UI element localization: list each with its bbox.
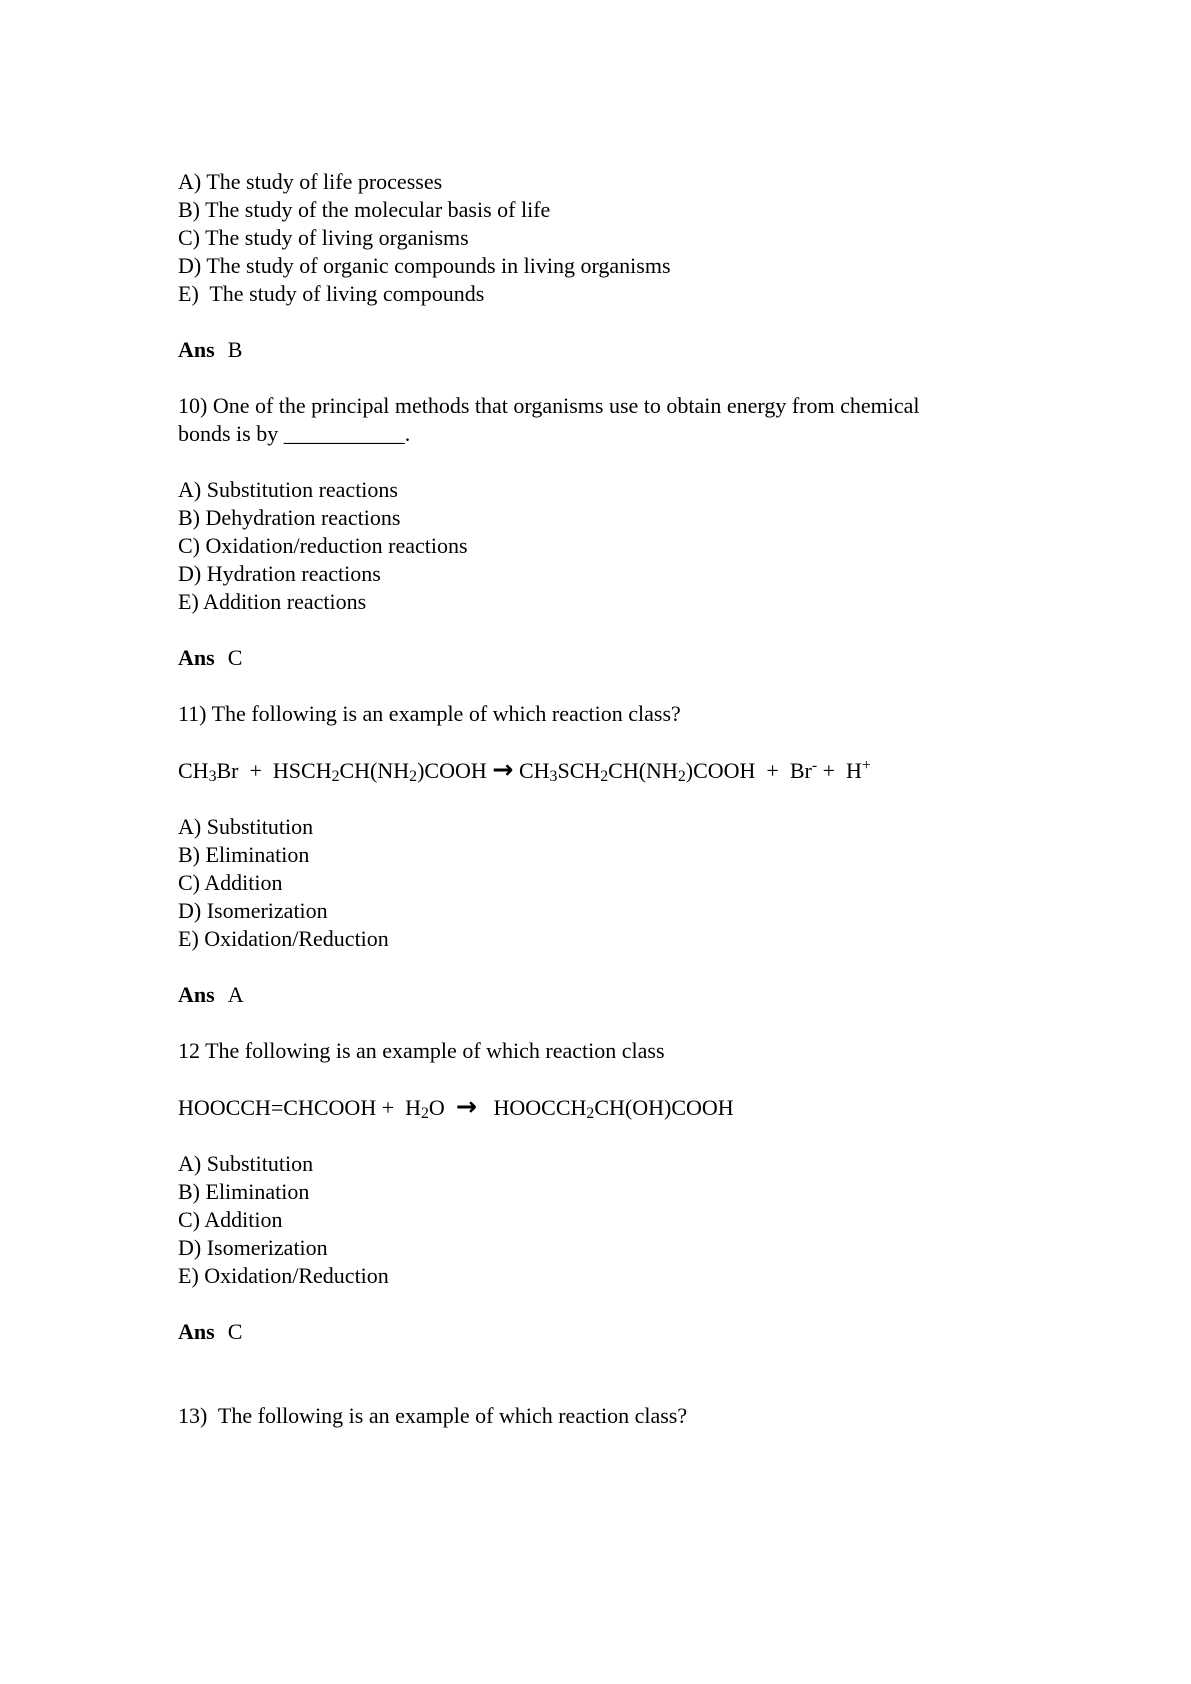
answer-value: A (227, 982, 244, 1007)
option-line: C) The study of living organisms (178, 225, 469, 250)
question-10-block (178, 392, 1070, 700)
option-line: B) Elimination (178, 842, 310, 867)
option-line: A) Substitution (178, 814, 314, 839)
spacer (178, 308, 1070, 336)
spacer (178, 728, 1070, 756)
option-line: C) Addition (178, 1207, 283, 1232)
spacer (178, 953, 1070, 981)
option-line: B) Elimination (178, 1179, 310, 1204)
answer-value: C (227, 645, 243, 670)
answer-value: C (227, 1319, 243, 1344)
question-text: 10) One of the principal methods that organisms use to obtain energy from chemical (178, 393, 920, 418)
spacer (178, 1374, 1070, 1402)
spacer (178, 1065, 1070, 1093)
answer-line (178, 644, 1070, 672)
option-line: D) Hydration reactions (178, 561, 381, 586)
answer-label: Ans (178, 645, 215, 670)
question-12-block (178, 1037, 1070, 1402)
answer-label: Ans (178, 1319, 215, 1344)
answer-line (178, 981, 1070, 1009)
option-line: E) Oxidation/Reduction (178, 926, 389, 951)
option-line: A) Substitution (178, 1151, 314, 1176)
option-line: A) Substitution reactions (178, 477, 398, 502)
spacer (178, 364, 1070, 392)
chem-equation: HOOCCH=CHCOOH + $H_2O$ → $HOOCCH_2CH(OH)COOH$ (178, 1092, 734, 1123)
spacer (178, 1346, 1070, 1374)
question-13-block (178, 1402, 1070, 1430)
question-text: 11) The following is an example of which reaction class? (178, 701, 681, 726)
option-line: B) Dehydration reactions (178, 505, 401, 530)
answer-value: B (227, 337, 243, 362)
answer-line (178, 1318, 1070, 1346)
option-line: E) Oxidation/Reduction (178, 1263, 389, 1288)
spacer (178, 1122, 1070, 1150)
answer-line (178, 336, 1070, 364)
spacer (178, 448, 1070, 476)
spacer (178, 672, 1070, 700)
spacer (178, 616, 1070, 644)
option-line: D) Isomerization (178, 1235, 328, 1260)
spacer (178, 785, 1070, 813)
option-line: B) The study of the molecular basis of life (178, 197, 551, 222)
answer-label: Ans (178, 337, 215, 362)
option-line: E) Addition reactions (178, 589, 367, 614)
question-text: 13) The following is an example of which reaction class? (178, 1403, 688, 1428)
option-line: D) The study of organic compounds in living organisms (178, 253, 671, 278)
question-text: bonds is by ___________. (178, 421, 411, 446)
question-text: 12 The following is an example of which reaction class (178, 1038, 665, 1063)
chem-equation: $CH_3Br$ + $HSCH_2CH(NH_2)COOH$ → $CH_3SCH_2CH(NH_2)COOH + Br^- + H^+$ (178, 755, 871, 786)
question-9-block (178, 168, 1070, 392)
option-line: D) Isomerization (178, 898, 328, 923)
option-line: C) Addition (178, 870, 283, 895)
option-line: C) Oxidation/reduction reactions (178, 533, 468, 558)
answer-label: Ans (178, 982, 215, 1007)
spacer (178, 1009, 1070, 1037)
option-line: A) The study of life processes (178, 169, 443, 194)
spacer (178, 1290, 1070, 1318)
option-line: E) The study of living compounds (178, 281, 485, 306)
question-11-block (178, 700, 1070, 1037)
